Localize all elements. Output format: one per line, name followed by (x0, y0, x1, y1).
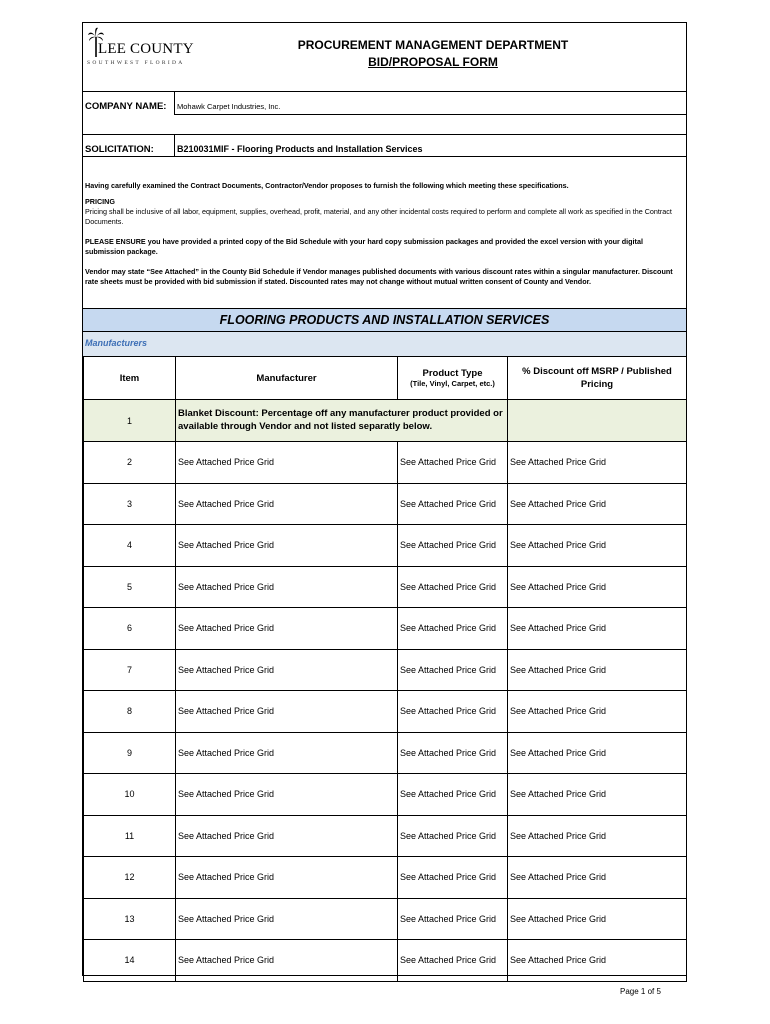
pricing-heading: PRICING (85, 197, 115, 206)
row-discount[interactable]: See Attached Price Grid (508, 649, 687, 691)
row-product-type[interactable]: See Attached Price Grid (398, 898, 508, 940)
blanket-discount-value[interactable] (508, 400, 687, 442)
pricing-text: Pricing shall be inclusive of all labor, equipment, supplies, overhead, profit, material, and any other incidental costs required to perform and complete all work as specified in the Contract Documents. (85, 207, 672, 226)
divider (174, 134, 175, 156)
row-product-type[interactable]: See Attached Price Grid (398, 649, 508, 691)
row-manufacturer[interactable]: See Attached Price Grid (176, 442, 398, 484)
logo-name: LEE COUNTY (98, 41, 194, 57)
logo-subtitle: SOUTHWEST FLORIDA (87, 60, 185, 66)
table-rows (84, 442, 687, 982)
row-manufacturer[interactable]: See Attached Price Grid (176, 691, 398, 733)
row-item: 1 (84, 400, 176, 442)
row-manufacturer[interactable]: See Attached Price Grid (176, 566, 398, 608)
row-discount[interactable]: See Attached Price Grid (508, 940, 687, 982)
row-item: 6 (84, 608, 176, 650)
table-row (84, 442, 687, 484)
page-number: Page 1 of 5 (620, 987, 661, 996)
row-item: 2 (84, 442, 176, 484)
row-manufacturer[interactable]: See Attached Price Grid (176, 483, 398, 525)
header-product-type (398, 357, 508, 400)
table-row (84, 649, 687, 691)
row-manufacturer[interactable]: See Attached Price Grid (176, 940, 398, 982)
row-product-type[interactable]: See Attached Price Grid (398, 691, 508, 733)
row-manufacturer[interactable]: See Attached Price Grid (176, 815, 398, 857)
row-discount[interactable]: See Attached Price Grid (508, 608, 687, 650)
bid-proposal-form (82, 22, 687, 976)
form-title: BID/PROPOSAL FORM (368, 55, 498, 69)
row-item: 11 (84, 815, 176, 857)
row-item: 3 (84, 483, 176, 525)
row-manufacturer[interactable]: See Attached Price Grid (176, 732, 398, 774)
header-product-type-label: Product Type (422, 368, 483, 379)
row-item: 12 (84, 857, 176, 899)
row-product-type[interactable]: See Attached Price Grid (398, 566, 508, 608)
row-manufacturer[interactable]: See Attached Price Grid (176, 857, 398, 899)
row-product-type[interactable]: See Attached Price Grid (398, 857, 508, 899)
row-manufacturer[interactable]: See Attached Price Grid (176, 774, 398, 816)
form-header (83, 23, 686, 91)
ensure-text: PLEASE ENSURE you have provided a printed copy of the Bid Schedule with your hard copy submission packages and provided the excel version with your digital submission package. (85, 237, 643, 256)
row-item: 5 (84, 566, 176, 608)
table-row (84, 732, 687, 774)
section-title: FLOORING PRODUCTS AND INSTALLATION SERVICES (219, 313, 550, 327)
row-manufacturer[interactable]: See Attached Price Grid (176, 898, 398, 940)
row-discount[interactable]: See Attached Price Grid (508, 483, 687, 525)
table-row (84, 483, 687, 525)
row-discount[interactable]: See Attached Price Grid (508, 442, 687, 484)
row-product-type[interactable]: See Attached Price Grid (398, 483, 508, 525)
blanket-discount-text: Blanket Discount: Percentage off any manufacturer product provided or available through Vendor and not listed separatly below. (176, 400, 508, 442)
solicitation-label: SOLICITATION: (85, 144, 154, 155)
table-row (84, 566, 687, 608)
blanket-discount-row (84, 400, 687, 442)
table-row (84, 815, 687, 857)
table-header-row (84, 357, 687, 400)
table-row (84, 940, 687, 982)
divider (83, 156, 686, 157)
solicitation-value: B210031MIF - Flooring Products and Installation Services (177, 144, 423, 154)
header-product-type-sub: (Tile, Vinyl, Carpet, etc.) (410, 379, 495, 388)
table-row (84, 608, 687, 650)
table-row (84, 857, 687, 899)
row-manufacturer[interactable]: See Attached Price Grid (176, 525, 398, 567)
row-discount[interactable]: See Attached Price Grid (508, 525, 687, 567)
header-item: Item (84, 357, 176, 400)
table-row (84, 525, 687, 567)
row-product-type[interactable]: See Attached Price Grid (398, 525, 508, 567)
row-item: 13 (84, 898, 176, 940)
row-item: 7 (84, 649, 176, 691)
row-discount[interactable]: See Attached Price Grid (508, 774, 687, 816)
row-manufacturer[interactable]: See Attached Price Grid (176, 608, 398, 650)
header-manufacturer: Manufacturer (176, 357, 398, 400)
row-product-type[interactable]: See Attached Price Grid (398, 940, 508, 982)
row-item: 9 (84, 732, 176, 774)
divider (174, 92, 175, 114)
department-title: PROCUREMENT MANAGEMENT DEPARTMENT (297, 38, 569, 52)
intro-text: Having carefully examined the Contract Documents, Contractor/Vendor proposes to furnish the following which meeting these specifications. (85, 181, 569, 190)
vendor-text: Vendor may state “See Attached” in the County Bid Schedule if Vendor manages published documents with various discount rates within a singular manufacturer. Discount rate sheets must be provided with bid submission if stated. Discounted rates may not change without mutual written consent of County and Vendor. (85, 267, 673, 286)
lee-county-logo (85, 27, 195, 67)
subsection-band (83, 332, 686, 356)
table-row (84, 898, 687, 940)
row-discount[interactable]: See Attached Price Grid (508, 732, 687, 774)
row-discount[interactable]: See Attached Price Grid (508, 857, 687, 899)
manufacturers-table (83, 356, 687, 982)
divider (174, 114, 686, 115)
row-discount[interactable]: See Attached Price Grid (508, 691, 687, 733)
header-discount: % Discount off MSRP / Published Pricing (508, 357, 687, 400)
row-product-type[interactable]: See Attached Price Grid (398, 774, 508, 816)
row-discount[interactable]: See Attached Price Grid (508, 566, 687, 608)
row-product-type[interactable]: See Attached Price Grid (398, 732, 508, 774)
row-item: 4 (84, 525, 176, 567)
table-row (84, 691, 687, 733)
row-product-type[interactable]: See Attached Price Grid (398, 815, 508, 857)
subsection-title: Manufacturers (85, 338, 148, 348)
table-row (84, 774, 687, 816)
row-item: 10 (84, 774, 176, 816)
company-name-value: Mohawk Carpet Industries, Inc. (177, 102, 281, 111)
row-manufacturer[interactable]: See Attached Price Grid (176, 649, 398, 691)
row-product-type[interactable]: See Attached Price Grid (398, 608, 508, 650)
row-item: 14 (84, 940, 176, 982)
row-item: 8 (84, 691, 176, 733)
section-band (83, 308, 686, 332)
company-name-label: COMPANY NAME: (85, 101, 167, 112)
row-discount[interactable]: See Attached Price Grid (508, 815, 687, 857)
row-discount[interactable]: See Attached Price Grid (508, 898, 687, 940)
row-product-type[interactable]: See Attached Price Grid (398, 442, 508, 484)
